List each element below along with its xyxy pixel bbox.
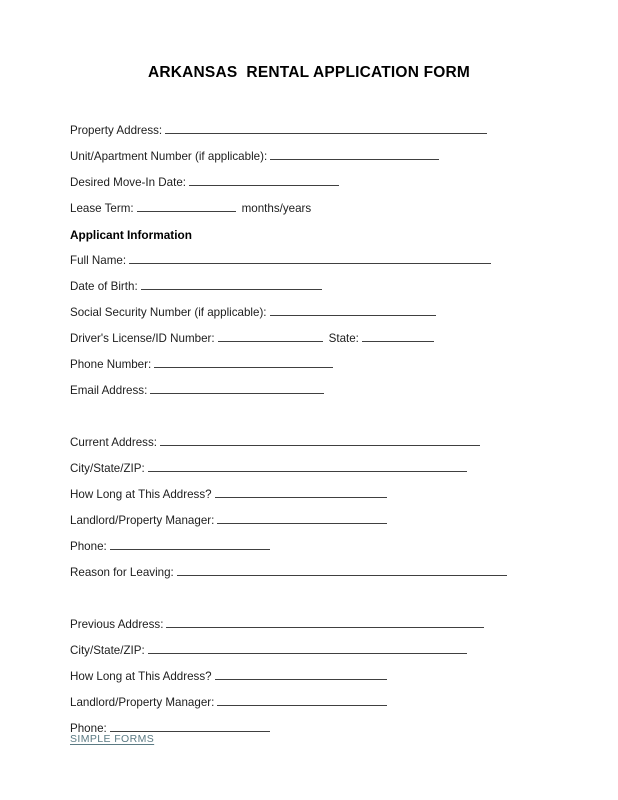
current-address-section	[70, 430, 578, 586]
field-row-current-landlord-property-manager	[70, 508, 578, 534]
field-row-previous-city-state-zip	[70, 638, 578, 664]
field-row-previous-how-long-at-address	[70, 664, 578, 690]
field-label: Property Address:	[70, 124, 163, 137]
field-label: Date of Birth:	[70, 280, 138, 293]
field-label: Landlord/Property Manager:	[70, 696, 215, 709]
field-blank-line[interactable]	[217, 511, 387, 524]
field-blank-line-license[interactable]	[218, 329, 323, 342]
field-trailing-text: months/years	[241, 202, 312, 215]
simple-forms-link[interactable]: SIMPLE FORMS	[70, 733, 155, 745]
field-row-social-security-number	[70, 300, 578, 326]
field-label: Email Address:	[70, 384, 148, 397]
field-label: Social Security Number (if applicable):	[70, 306, 267, 319]
field-blank-line[interactable]	[141, 277, 322, 290]
field-label: Driver's License/ID Number:	[70, 332, 215, 345]
field-label: City/State/ZIP:	[70, 462, 145, 475]
field-label: Full Name:	[70, 254, 127, 267]
field-blank-line[interactable]	[166, 615, 484, 628]
field-blank-line[interactable]	[215, 485, 387, 498]
field-blank-line[interactable]	[189, 173, 339, 186]
field-blank-line[interactable]	[160, 433, 480, 446]
field-label: Current Address:	[70, 436, 157, 449]
applicant-section	[70, 222, 578, 404]
field-blank-line-state[interactable]	[362, 329, 434, 342]
field-row-previous-landlord-property-manager	[70, 690, 578, 716]
field-blank-line[interactable]	[110, 719, 270, 732]
field-row-current-city-state-zip	[70, 456, 578, 482]
section-heading-applicant-information: Applicant Information	[70, 228, 192, 242]
field-row-previous-address	[70, 612, 578, 638]
form-body	[70, 118, 578, 742]
field-label: Lease Term:	[70, 202, 134, 215]
field-label: Reason for Leaving:	[70, 566, 174, 579]
field-label: How Long at This Address?	[70, 670, 212, 683]
field-label: Phone Number:	[70, 358, 152, 371]
field-blank-line[interactable]	[154, 355, 333, 368]
field-blank-line[interactable]	[177, 563, 507, 576]
page-title: ARKANSAS RENTAL APPLICATION FORM	[147, 64, 471, 81]
field-blank-line[interactable]	[148, 641, 467, 654]
field-row-unit-apartment-number	[70, 144, 578, 170]
field-blank-line[interactable]	[270, 147, 439, 160]
field-blank-line[interactable]	[150, 381, 324, 394]
field-row-date-of-birth	[70, 274, 578, 300]
field-blank-line[interactable]	[165, 121, 487, 134]
previous-address-section	[70, 612, 578, 742]
field-row-current-how-long-at-address	[70, 482, 578, 508]
field-blank-line[interactable]	[217, 693, 387, 706]
property-section	[70, 118, 578, 222]
field-row-full-name	[70, 248, 578, 274]
field-row-current-address	[70, 430, 578, 456]
field-blank-line[interactable]	[137, 199, 236, 212]
field-row-desired-move-in-date	[70, 170, 578, 196]
field-row-current-phone	[70, 534, 578, 560]
field-label: How Long at This Address?	[70, 488, 212, 501]
field-row-reason-for-leaving	[70, 560, 578, 586]
field-blank-line[interactable]	[110, 537, 270, 550]
field-row-drivers-license-id-number	[70, 326, 578, 352]
field-blank-line[interactable]	[215, 667, 387, 680]
field-blank-line[interactable]	[270, 303, 436, 316]
field-row-lease-term	[70, 196, 578, 222]
field-label: Unit/Apartment Number (if applicable):	[70, 150, 268, 163]
field-row-property-address	[70, 118, 578, 144]
field-label: Desired Move-In Date:	[70, 176, 186, 189]
field-label: Phone:	[70, 540, 107, 553]
field-row-email-address	[70, 378, 578, 404]
field-row-phone-number	[70, 352, 578, 378]
field-label-state: State:	[328, 332, 359, 345]
field-label: Phone:	[70, 722, 107, 735]
field-blank-line[interactable]	[148, 459, 467, 472]
field-label: City/State/ZIP:	[70, 644, 145, 657]
field-blank-line[interactable]	[129, 251, 491, 264]
field-label: Previous Address:	[70, 618, 164, 631]
field-label: Landlord/Property Manager:	[70, 514, 215, 527]
